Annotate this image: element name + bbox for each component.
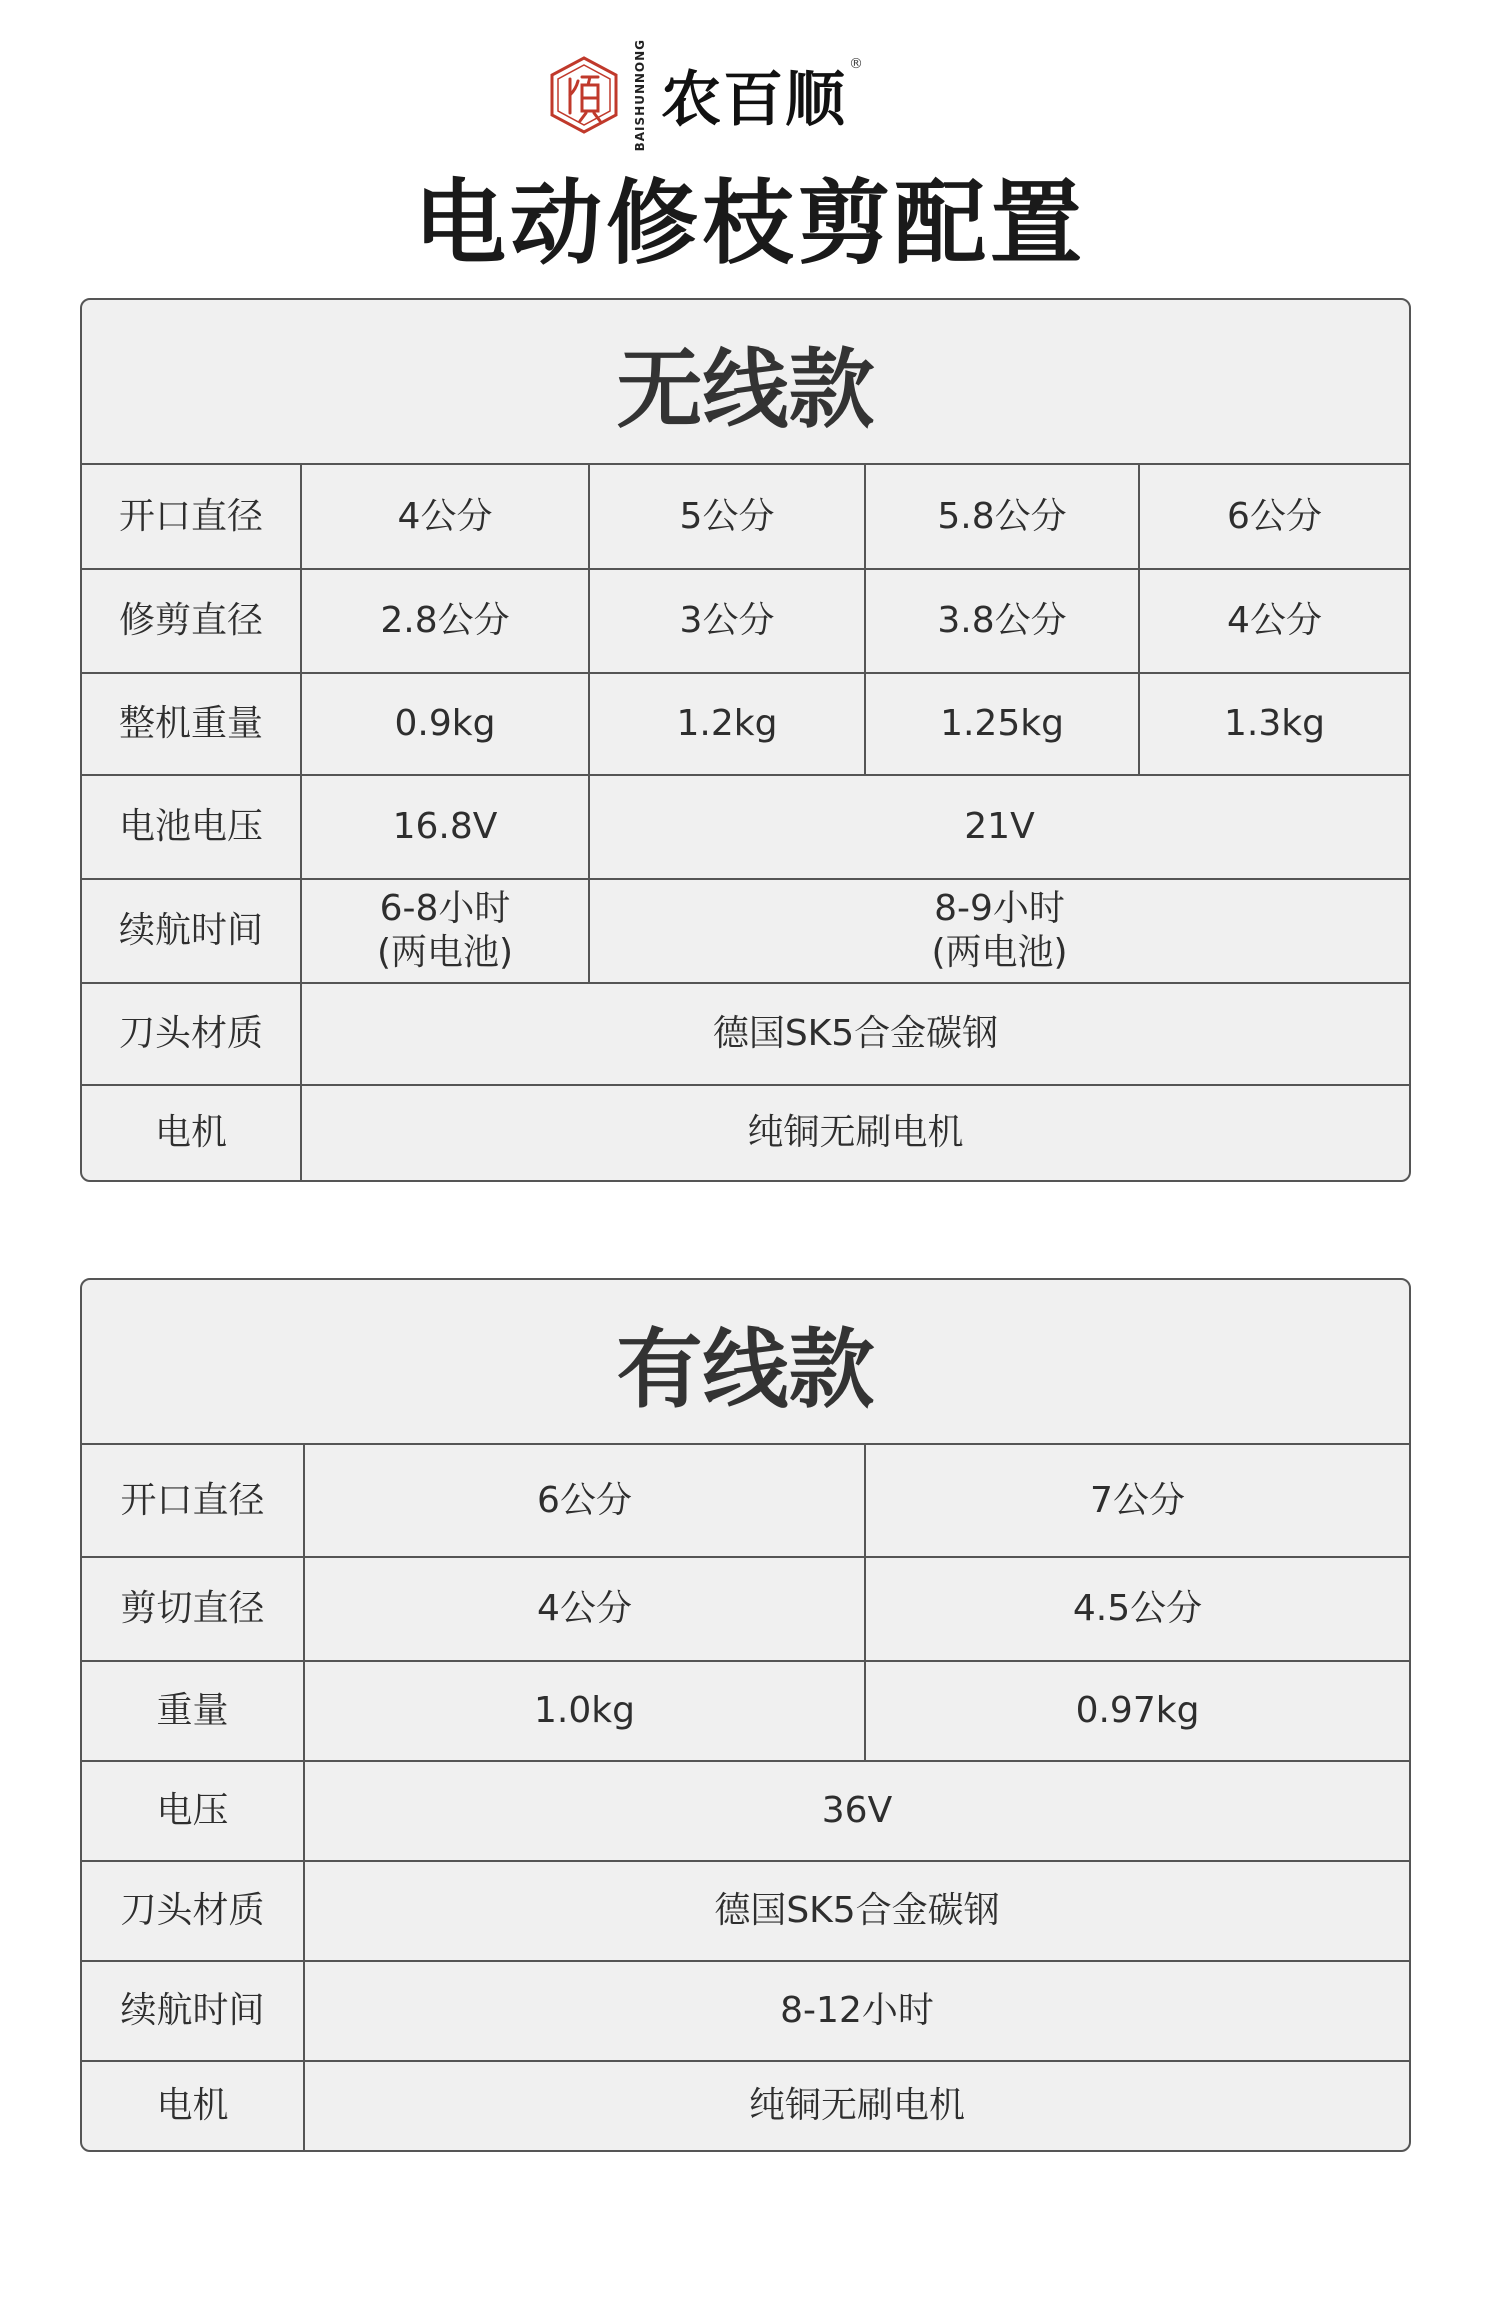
table-row	[82, 879, 1409, 983]
spec-cell: 4公分	[304, 1557, 865, 1661]
row-label: 电压	[82, 1761, 304, 1861]
row-label: 续航时间	[82, 879, 301, 983]
table-row	[82, 569, 1409, 673]
spec-cell: 2.8公分	[301, 569, 589, 673]
row-label: 剪切直径	[82, 1557, 304, 1661]
spec-cell: 8-12小时	[304, 1961, 1409, 2061]
spec-cell: 7公分	[865, 1445, 1409, 1557]
spec-cell: 德国SK5合金碳钢	[304, 1861, 1409, 1961]
spec-cell: 纯铜无刷电机	[748, 2085, 965, 2126]
spec-cell: 21V	[589, 775, 1409, 879]
registered-mark: ®	[849, 56, 863, 72]
row-label: 电机	[82, 1085, 301, 1180]
wired-spec-table	[82, 1445, 1409, 2150]
spec-cell: 4公分	[1139, 569, 1409, 673]
spec-cell: 8-9小时 (两电池)	[589, 879, 1409, 983]
row-label: 整机重量	[82, 673, 301, 775]
row-label: 开口直径	[82, 1445, 304, 1557]
table-row	[82, 1961, 1409, 2061]
row-label: 电池电压	[82, 775, 301, 879]
brand-seal-icon	[548, 55, 620, 135]
wireless-title: 无线款	[82, 300, 1409, 465]
brand-pinyin-bottom: BAISHUN	[633, 82, 647, 152]
spec-cell: 3.8公分	[865, 569, 1139, 673]
brand-name: 农百顺	[661, 65, 847, 135]
page-header	[0, 0, 1500, 290]
row-label: 重量	[82, 1661, 304, 1761]
brand-logo	[548, 38, 863, 152]
spec-cell: 16.8V	[301, 775, 589, 879]
row-label: 刀头材质	[82, 983, 301, 1085]
table-row	[82, 1861, 1409, 1961]
spec-cell: 纯铜无刷电机	[747, 1112, 964, 1153]
spec-cell: 0.9kg	[301, 673, 589, 775]
row-label: 修剪直径	[82, 569, 301, 673]
spec-cell: 6公分	[304, 1445, 865, 1557]
wireless-spec-table	[82, 465, 1409, 1180]
row-label: 电机	[82, 2061, 304, 2150]
spec-cell: 4.5公分	[865, 1557, 1409, 1661]
table-row	[82, 1085, 1409, 1180]
row-label: 刀头材质	[82, 1861, 304, 1961]
spec-cell: 1.25kg	[865, 673, 1139, 775]
spec-cell: 5公分	[589, 465, 865, 569]
spec-cell: 4公分	[301, 465, 589, 569]
brand-pinyin-top: NONG	[633, 38, 647, 83]
row-label: 续航时间	[82, 1961, 304, 2061]
table-row	[82, 1661, 1409, 1761]
brand-pinyin	[634, 39, 647, 152]
spec-cell: 德国SK5合金碳钢	[301, 983, 1409, 1085]
table-row	[82, 1557, 1409, 1661]
table-row	[82, 2061, 1409, 2150]
table-row	[82, 1445, 1409, 1557]
spec-cell: 1.3kg	[1139, 673, 1409, 775]
table-row	[82, 673, 1409, 775]
spec-cell: 6-8小时 (两电池)	[301, 879, 589, 983]
wired-title: 有线款	[82, 1280, 1409, 1445]
wired-spec-panel	[80, 1278, 1411, 2152]
table-row	[82, 465, 1409, 569]
spec-cell: 0.97kg	[865, 1661, 1409, 1761]
wireless-spec-panel	[80, 298, 1411, 1182]
spec-cell: 1.0kg	[304, 1661, 865, 1761]
table-row	[82, 983, 1409, 1085]
spec-cell: 1.2kg	[589, 673, 865, 775]
spec-cell: 3公分	[589, 569, 865, 673]
spec-cell: 6公分	[1139, 465, 1409, 569]
page-title: 电动修枝剪配置	[413, 170, 1086, 277]
table-row	[82, 775, 1409, 879]
row-label: 开口直径	[82, 465, 301, 569]
spec-cell: 36V	[304, 1761, 1409, 1861]
spec-cell: 5.8公分	[865, 465, 1139, 569]
table-row	[82, 1761, 1409, 1861]
